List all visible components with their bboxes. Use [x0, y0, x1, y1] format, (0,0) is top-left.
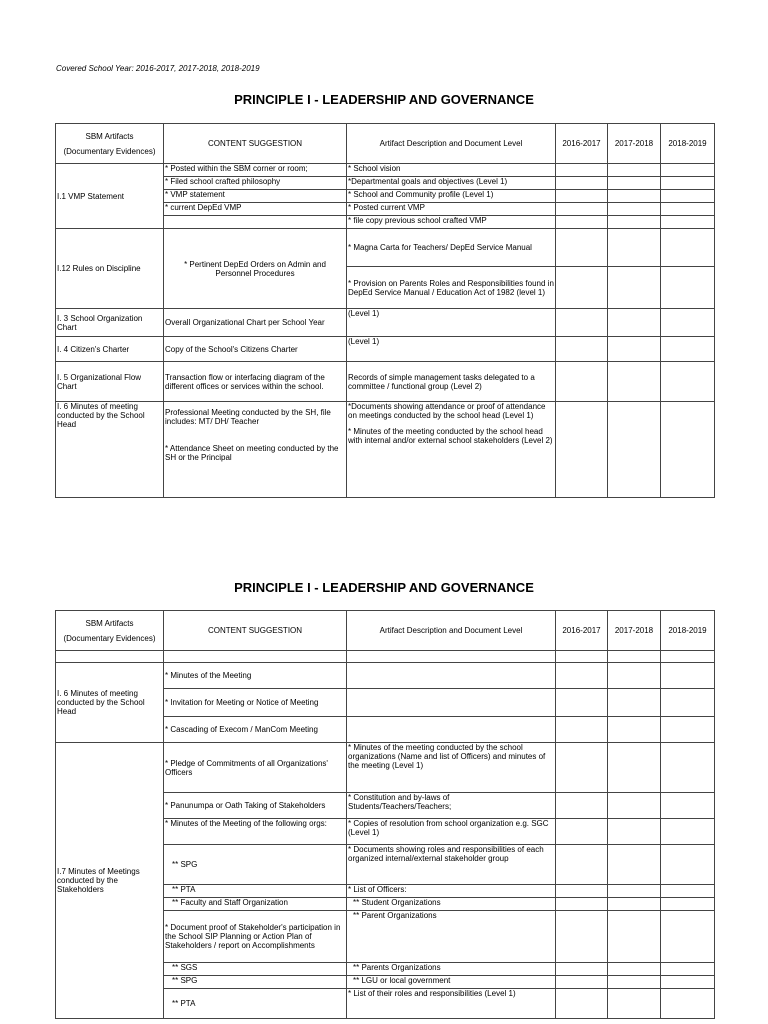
row-label-minutes-sh: I. 6 Minutes of meeting conducted by the School Head	[56, 402, 164, 498]
header-content-suggestion: CONTENT SUGGESTION	[164, 124, 347, 164]
content-cell: ** PTA	[164, 989, 347, 1019]
artifacts-table-2	[55, 610, 715, 1019]
content-cell: ** SPG	[164, 976, 347, 989]
header-year-1: 2016-2017	[556, 611, 608, 651]
desc-cell: * Provision on Parents Roles and Responsibilities found in DepEd Service Manual / Education Act of 1982 (level 1)	[347, 267, 556, 309]
row-label-discipline: I.12 Rules on Discipline	[56, 229, 164, 309]
content-cell: * Minutes of the Meeting of the following orgs:	[164, 819, 347, 845]
desc-cell: ** LGU or local government	[347, 976, 556, 989]
content-cell: Overall Organizational Chart per School Year	[164, 309, 347, 337]
row-label-stakeholders: I.7 Minutes of Meetings conducted by the Stakeholders	[56, 743, 164, 1019]
content-cell: ** SPG	[164, 845, 347, 885]
content-cell: * Panunumpa or Oath Taking of Stakeholders	[164, 793, 347, 819]
table-row	[56, 663, 715, 689]
content-cell: * Pledge of Commitments of all Organizations' Officers	[164, 743, 347, 793]
principle-title: PRINCIPLE I - LEADERSHIP AND GOVERNANCE	[234, 92, 534, 107]
desc-cell: * Constitution and by-laws of Students/Teachers/Teachers;	[347, 793, 556, 819]
header-sbm-artifacts: SBM Artifacts (Documentary Evidences)	[56, 611, 164, 651]
table-row	[56, 743, 715, 793]
row-label-vmp: I.1 VMP Statement	[56, 164, 164, 229]
covered-school-year: Covered School Year: 2016-2017, 2017-2018, 2018-2019	[56, 64, 260, 73]
header-sbm-artifacts: SBM Artifacts (Documentary Evidences)	[56, 124, 164, 164]
content-cell: ** SGS	[164, 963, 347, 976]
content-cell: * Cascading of Execom / ManCom Meeting	[164, 717, 347, 743]
content-cell	[164, 216, 347, 229]
header-year-3: 2018-2019	[661, 611, 715, 651]
desc-cell: * School vision	[347, 164, 556, 177]
desc-cell: * Documents showing roles and responsibilities of each organized internal/external stakeholder group	[347, 845, 556, 885]
content-cell: Transaction flow or interfacing diagram of the different offices or services within the school.	[164, 362, 347, 402]
row-label-flow-chart: I. 5 Organizational Flow Chart	[56, 362, 164, 402]
table-header-row	[56, 611, 715, 651]
header-content-suggestion: CONTENT SUGGESTION	[164, 611, 347, 651]
desc-cell: Records of simple management tasks delegated to a committee / functional group (Level 2)	[347, 362, 556, 402]
content-cell: * Document proof of Stakeholder's participation in the School SIP Planning or Action Plan of Stakeholders / report on Accomplishments	[164, 911, 347, 963]
content-cell: * Invitation for Meeting or Notice of Meeting	[164, 689, 347, 717]
desc-cell: ** Parent Organizations	[347, 911, 556, 963]
artifacts-table-1	[55, 123, 715, 498]
table-header-row	[56, 124, 715, 164]
header-year-1: 2016-2017	[556, 124, 608, 164]
content-cell: * Filed school crafted philosophy	[164, 177, 347, 190]
desc-cell: * Magna Carta for Teachers/ DepEd Service Manual	[347, 229, 556, 267]
row-label-minutes-sh: I. 6 Minutes of meeting conducted by the School Head	[56, 663, 164, 743]
desc-cell: (Level 1)	[347, 309, 556, 337]
content-cell: * Minutes of the Meeting	[164, 663, 347, 689]
desc-cell: * School and Community profile (Level 1)	[347, 190, 556, 203]
desc-cell: *Documents showing attendance or proof of attendance on meetings conducted by the school head (Level 1) * Minutes of the meeting conducted by the school head with internal and/or external school stakeholders (Level 2)	[347, 402, 556, 498]
table-row	[56, 362, 715, 402]
desc-cell: *Departmental goals and objectives (Level 1)	[347, 177, 556, 190]
header-artifact-description: Artifact Description and Document Level	[347, 611, 556, 651]
table-row	[56, 402, 715, 498]
desc-cell: * List of Officers:	[347, 885, 556, 898]
desc-cell: * Minutes of the meeting conducted by the school organizations (Name and list of Officers) and minutes of the meeting (Level 1)	[347, 743, 556, 793]
desc-cell: ** Parents Organizations	[347, 963, 556, 976]
table-row	[56, 651, 715, 663]
content-cell: ** PTA	[164, 885, 347, 898]
header-year-2: 2017-2018	[608, 611, 661, 651]
desc-cell: ** Student Organizations	[347, 898, 556, 911]
header-artifact-description: Artifact Description and Document Level	[347, 124, 556, 164]
table-row	[56, 164, 715, 177]
desc-cell: * Copies of resolution from school organization e.g. SGC (Level 1)	[347, 819, 556, 845]
header-year-2: 2017-2018	[608, 124, 661, 164]
desc-cell: * file copy previous school crafted VMP	[347, 216, 556, 229]
content-cell: Copy of the School's Citizens Charter	[164, 337, 347, 362]
principle-title-2: PRINCIPLE I - LEADERSHIP AND GOVERNANCE	[234, 580, 534, 595]
content-cell: * Posted within the SBM corner or room;	[164, 164, 347, 177]
row-label-org-chart: I. 3 School Organization Chart	[56, 309, 164, 337]
content-cell: * Pertinent DepEd Orders on Admin and Personnel Procedures	[164, 229, 347, 309]
header-year-3: 2018-2019	[661, 124, 715, 164]
table-row	[56, 337, 715, 362]
desc-cell: (Level 1)	[347, 337, 556, 362]
content-cell: Professional Meeting conducted by the SH, file includes: MT/ DH/ Teacher * Attendance Sheet on meeting conducted by the SH or the Principal	[164, 402, 347, 498]
content-cell: * VMP statement	[164, 190, 347, 203]
table-row	[56, 309, 715, 337]
content-cell: ** Faculty and Staff Organization	[164, 898, 347, 911]
content-cell: * current DepEd VMP	[164, 203, 347, 216]
desc-cell: * List of their roles and responsibilities (Level 1)	[347, 989, 556, 1019]
desc-cell: * Posted current VMP	[347, 203, 556, 216]
row-label-citizen: I. 4 Citizen's Charter	[56, 337, 164, 362]
table-row	[56, 229, 715, 267]
